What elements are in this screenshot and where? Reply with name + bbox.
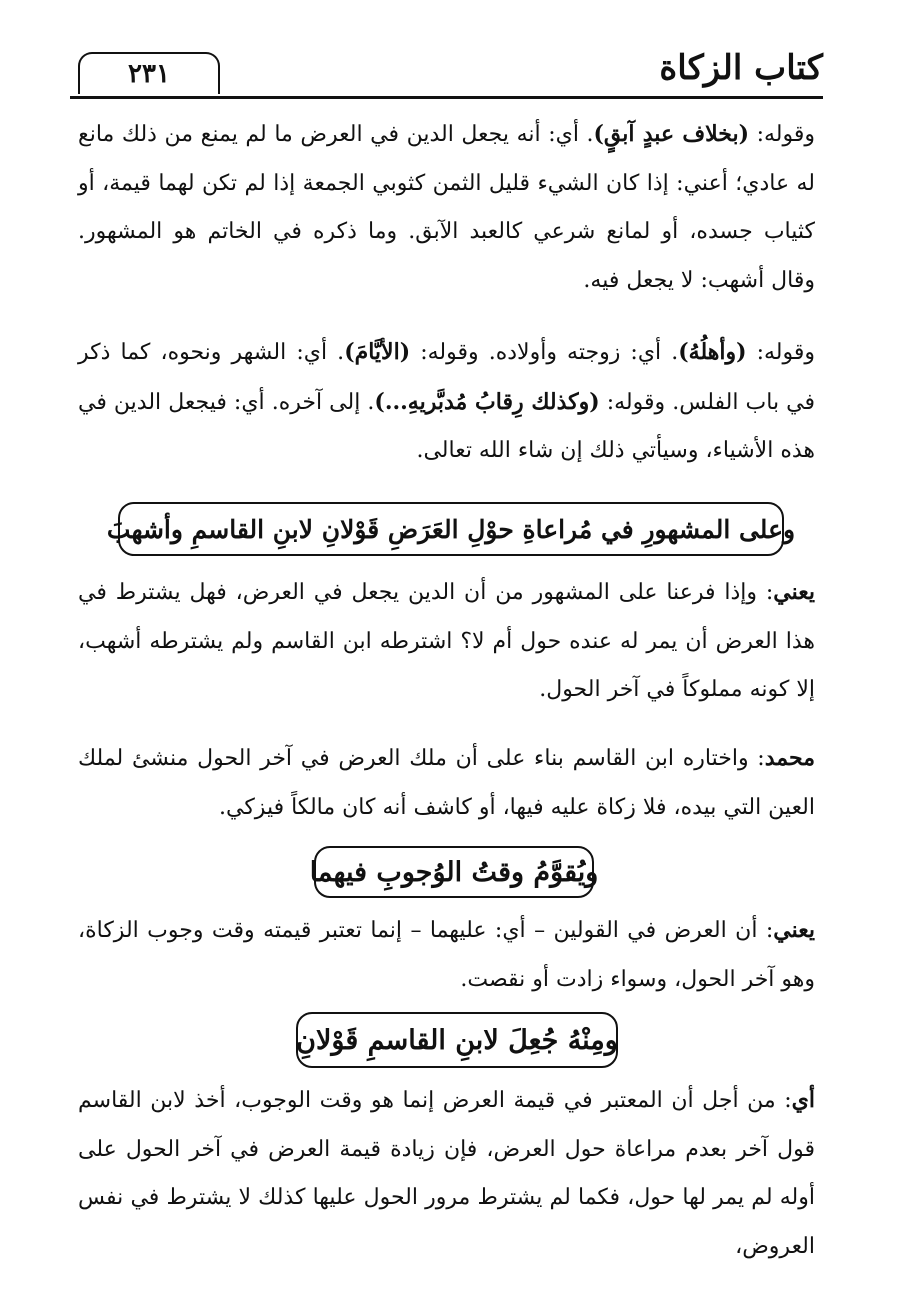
paragraph-lead: أي [791,1087,815,1113]
paragraph-lead: يعني [773,579,815,605]
quoted-phrase: (وكذلك رِقابُ مُدبَّريهِ...) [374,388,600,415]
paragraph-text: وقوله: [746,340,816,365]
quoted-phrase: (الأيَّامَ) [344,339,411,365]
paragraph-5 [78,906,815,1004]
quoted-phrase: (وأهلُهُ) [678,339,747,365]
matn-box-1 [106,502,796,556]
paragraph-lead: يعني [773,917,815,943]
paragraph-text: : أن العرض في القولين – أي: عليهما – إنما تعتبر قيمته وقت وجوب الزكاة، وهو آخر الحول، وسواء زادت أو نقصت. [78,918,815,992]
paragraph-text: : وإذا فرعنا على المشهور من أن الدين يجعل في العرض، فهل يشترط في هذا العرض أن يمر له عنده حول أم لا؟ اشترطه ابن القاسم ولم يشترطه أشهب، إلا كونه مملوكاً في آخر الحول. [78,580,815,702]
paragraph-6 [78,1076,815,1271]
header-rule [70,96,823,99]
page-header [70,40,823,98]
paragraph-lead: محمد [764,745,815,771]
paragraph-text: . أي: زوجته وأولاده. وقوله: [410,340,679,365]
matn-text: ويُقوَّمُ وقتُ الوُجوبِ فيهما [309,856,599,888]
paragraph-text: . أي: الشهر ونحوه، كما ذكر في باب الفلس. وقوله: [78,340,815,415]
book-title: كتاب الزكاة [659,48,823,88]
quoted-phrase: (بخلاف عبدٍ آبقٍ) [593,121,749,147]
paragraph-text: : من أجل أن المعتبر في قيمة العرض إنما هو وقت الوجوب، أخذ لابن القاسم قول آخر بعدم مراعاة حول العرض، فإن زيادة قيمة العرض في آخر الحول على أوله لم يمر لها حول، فكما لم يشترط مرور الحول عليها كذلك لا يشترط في نفس العروض، [78,1088,815,1259]
matn-box-2 [309,846,599,898]
page-number-box [78,52,220,94]
paragraph-2 [78,328,815,476]
page-number: ٢٣١ [128,59,170,89]
matn-text: ومِنْهُ جُعِلَ لابنِ القاسمِ قَوْلانِ [296,1024,618,1056]
paragraph-3 [78,568,815,715]
matn-text: وعلى المشهورِ في مُراعاةِ حوْلِ العَرَضِ قَوْلانِ لابنِ القاسمِ وأشهبَ [106,514,796,544]
paragraph-1 [78,110,815,305]
paragraph-text: وقوله: [748,122,815,147]
paragraph-text: . أي: أنه يجعل الدين في العرض ما لم يمنع من ذلك مانع له عادي؛ أعني: إذا كان الشيء قليل الثمن كثوبي الجمعة إذا لم تكن لهما قيمة، أو كثياب جسده، أو لمانع شرعي كالعبد الآبق. وما ذكره في الخاتم هو المشهور. وقال أشهب: لا يجعل فيه. [78,122,815,293]
paragraph-text: : واختاره ابن القاسم بناء على أن ملك العرض في آخر الحول منشئ لملك العين التي بيده، فلا زكاة عليه فيها، أو كاشف أنه كان مالكاً فيزكي. [78,746,815,820]
paragraph-text: . إلى آخره. أي: فيجعل الدين في هذه الأشياء، وسيأتي ذلك إن شاء الله تعالى. [78,389,815,463]
paragraph-4 [78,734,815,832]
matn-box-3 [296,1012,618,1068]
